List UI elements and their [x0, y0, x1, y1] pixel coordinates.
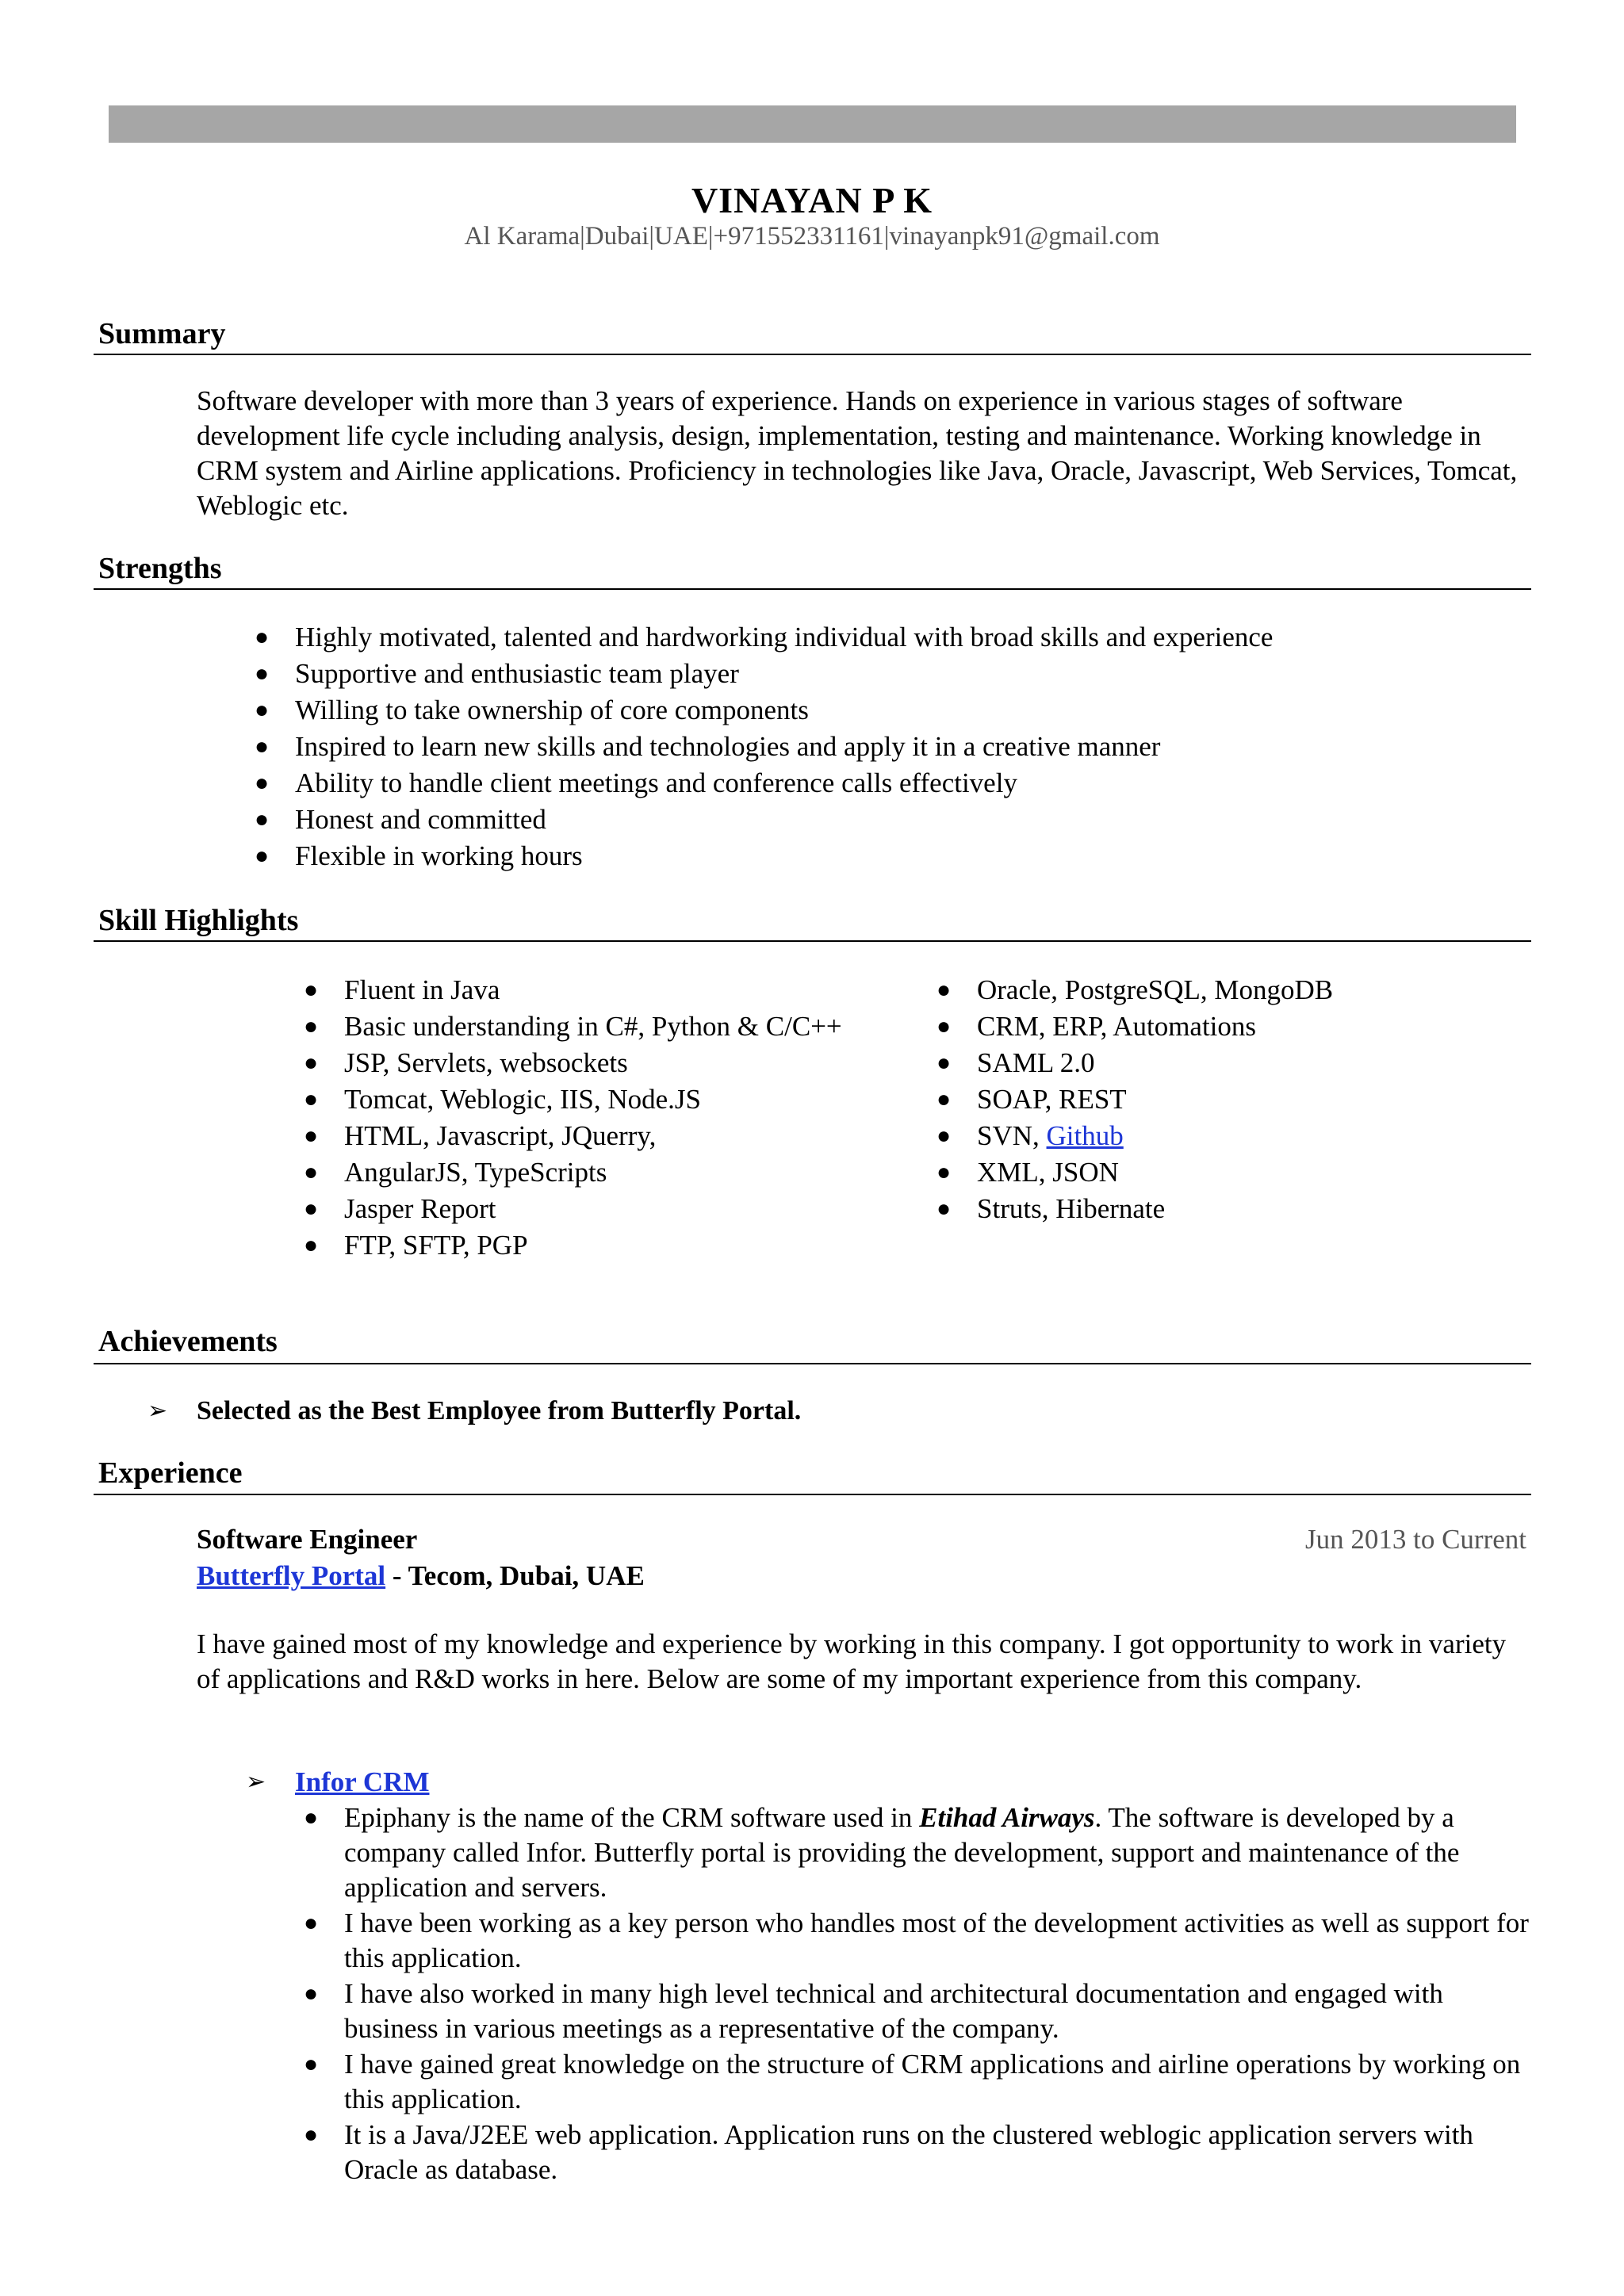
- project-bullets: [295, 1800, 1532, 2188]
- list-item: ● Inspired to learn new skills and technologies and apply it in a creative manner: [246, 729, 1515, 765]
- list-item: ● Willing to take ownership of core components: [246, 692, 1515, 729]
- bullet-dot-icon: ●: [303, 1050, 319, 1076]
- bullet-dot-icon: ●: [303, 1232, 319, 1258]
- bullet-dot-icon: ●: [303, 1123, 319, 1149]
- section-divider: [94, 940, 1531, 942]
- github-link[interactable]: Github: [1046, 1120, 1124, 1151]
- list-item: ● SOAP, REST: [928, 1081, 1515, 1118]
- bullet-dot-icon: ●: [254, 770, 270, 796]
- project-title: [295, 1765, 429, 1800]
- bullet-dot-icon: ●: [303, 1980, 319, 2007]
- section-title-experience: Experience: [98, 1456, 243, 1490]
- bullet-dot-icon: ●: [303, 1804, 319, 1831]
- bullet-dot-icon: ●: [936, 1086, 952, 1112]
- list-item: ● Honest and committed: [246, 802, 1515, 838]
- bullet-dot-icon: ●: [936, 1013, 952, 1039]
- list-item: ● Jasper Report: [295, 1191, 898, 1227]
- section-title-summary: Summary: [98, 317, 226, 350]
- list-item: ● I have also worked in many high level technical and architectural documentation and engaged with business in various meetings as a representative of the company.: [295, 1976, 1532, 2046]
- section-title-strengths: Strengths: [98, 552, 222, 585]
- list-item: ● SVN, Github: [928, 1118, 1515, 1154]
- bullet-dot-icon: ●: [936, 1123, 952, 1149]
- list-item: ● Struts, Hibernate: [928, 1191, 1515, 1227]
- list-item: ● It is a Java/J2EE web application. Application runs on the clustered weblogic application servers with Oracle as database.: [295, 2118, 1532, 2187]
- list-item: ● HTML, Javascript, JQuerry,: [295, 1118, 898, 1154]
- contact-line: Al Karama|Dubai|UAE|+971552331161|vinayanpk91@gmail.com: [464, 222, 1160, 251]
- bullet-dot-icon: ●: [936, 1196, 952, 1222]
- arrow-bullet-icon: ➢: [246, 1769, 266, 1795]
- list-item: ● Ability to handle client meetings and conference calls effectively: [246, 765, 1515, 802]
- section-title-skills: Skill Highlights: [98, 904, 299, 937]
- section-divider: [94, 354, 1531, 355]
- bullet-dot-icon: ●: [303, 1159, 319, 1185]
- list-item: ● Fluent in Java: [295, 972, 898, 1008]
- bullet-dot-icon: ●: [254, 843, 270, 869]
- list-item: ● Tomcat, Weblogic, IIS, Node.JS: [295, 1081, 898, 1118]
- skills-list-left: [295, 972, 898, 1264]
- project-link[interactable]: Infor CRM: [295, 1766, 430, 1797]
- job-company: Butterfly Portal - Tecom, Dubai, UAE: [197, 1560, 645, 1591]
- arrow-bullet-icon: ➢: [147, 1398, 168, 1424]
- bullet-dot-icon: ●: [254, 733, 270, 760]
- list-item: ● Highly motivated, talented and hardworking individual with broad skills and experience: [246, 619, 1515, 656]
- experience-intro: I have gained most of my knowledge and experience by working in this company. I got opportunity to work in variety of applications and R&D works in here. Below are some of my important experience from this company.: [197, 1628, 1507, 1694]
- achievement-item: Selected as the Best Employee from Butterfly Portal.: [197, 1396, 802, 1425]
- bullet-dot-icon: ●: [936, 1159, 952, 1185]
- bullet-dot-icon: ●: [303, 2122, 319, 2148]
- bullet-dot-icon: ●: [254, 660, 270, 687]
- section-divider: [94, 588, 1531, 590]
- list-item: ● Supportive and enthusiastic team player: [246, 656, 1515, 692]
- bullet-dot-icon: ●: [303, 1086, 319, 1112]
- candidate-name: VINAYAN P K: [691, 180, 933, 220]
- summary-text: Software developer with more than 3 years of experience. Hands on experience in various stages of software development life cycle including analysis, design, implementation, testing and maintenance. Working knowledge in CRM system and Airline applications. Proficiency in technologies like Java, Oracle, Javascript, Web Services, Tomcat, Weblogic etc.: [197, 385, 1518, 521]
- company-link[interactable]: Butterfly Portal: [197, 1560, 386, 1591]
- bullet-dot-icon: ●: [303, 977, 319, 1003]
- list-item: ● Epiphany is the name of the CRM software used in Etihad Airways. The software is developed by a company called Infor. Butterfly portal is providing the development, support and maintenance of the application and servers.: [295, 1800, 1532, 1905]
- list-item: ● SAML 2.0: [928, 1045, 1515, 1081]
- bullet-dot-icon: ●: [303, 1910, 319, 1936]
- header-bar: [109, 105, 1516, 143]
- list-item: ● Oracle, PostgreSQL, MongoDB: [928, 972, 1515, 1008]
- bullet-dot-icon: ●: [254, 806, 270, 832]
- strengths-list: [246, 619, 1515, 874]
- list-item: ● AngularJS, TypeScripts: [295, 1154, 898, 1191]
- section-title-achievements: Achievements: [98, 1325, 278, 1358]
- list-item: ● JSP, Servlets, websockets: [295, 1045, 898, 1081]
- list-item: ● XML, JSON: [928, 1154, 1515, 1191]
- list-item: ● FTP, SFTP, PGP: [295, 1227, 898, 1264]
- job-title: Software Engineer: [197, 1524, 418, 1555]
- section-divider: [94, 1494, 1531, 1495]
- list-item: ● Basic understanding in C#, Python & C/C++: [295, 1008, 898, 1045]
- bullet-dot-icon: ●: [254, 624, 270, 650]
- section-divider: [94, 1363, 1531, 1364]
- bullet-dot-icon: ●: [303, 1196, 319, 1222]
- bullet-dot-icon: ●: [303, 1013, 319, 1039]
- bullet-dot-icon: ●: [936, 1050, 952, 1076]
- job-date: Jun 2013 to Current: [1304, 1524, 1526, 1555]
- bullet-dot-icon: ●: [254, 697, 270, 723]
- bullet-dot-icon: ●: [303, 2051, 319, 2077]
- list-item: ● I have gained great knowledge on the structure of CRM applications and airline operations by working on this application.: [295, 2047, 1532, 2117]
- bullet-dot-icon: ●: [936, 977, 952, 1003]
- list-item: ● CRM, ERP, Automations: [928, 1008, 1515, 1045]
- skills-list-right: [928, 972, 1515, 1227]
- list-item: ● Flexible in working hours: [246, 838, 1515, 874]
- list-item: ● I have been working as a key person who handles most of the development activities as well as support for this application.: [295, 1906, 1532, 1976]
